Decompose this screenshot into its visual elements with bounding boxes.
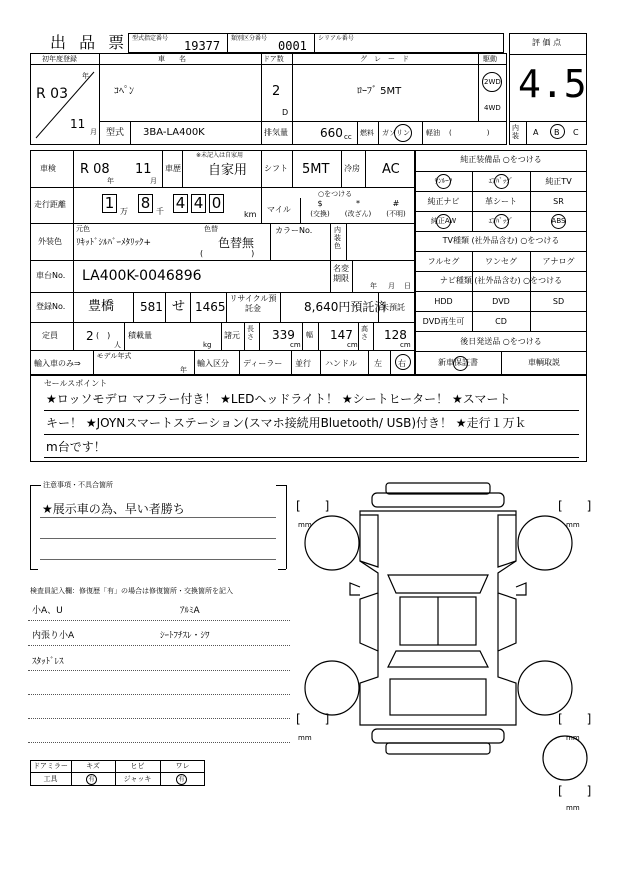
inspector-note-2b: ｼｰﾄﾌﾁｽﾚ・ｼﾜ xyxy=(160,631,210,641)
car-body-diagram xyxy=(290,475,590,795)
category-box: 類別区分番号 0001 xyxy=(227,33,315,53)
mileage-digit-5: 0 xyxy=(209,194,224,213)
shift-value: 5MT xyxy=(302,162,330,177)
first-reg-era: R 03 xyxy=(36,86,68,102)
registration-number: 1465 xyxy=(195,300,226,314)
sales-line-3: m台です！ xyxy=(46,440,106,454)
chassis-number: LA400K-0046896 xyxy=(82,268,202,284)
mileage-digit-2: 8 xyxy=(138,194,153,213)
model-value: 3BA-LA400K xyxy=(143,127,205,138)
fuel-gasoline-circle xyxy=(394,124,412,142)
wheel-rear-right xyxy=(518,661,572,715)
exterior-color-value: ﾘｷｯﾄﾞｼﾙﾊﾞｰﾒﾀﾘｯｸ+ xyxy=(76,238,152,248)
shaken-era: R 08 xyxy=(80,162,110,177)
bracket-rear-left: [ ] xyxy=(296,712,330,726)
shaken-month: 11 xyxy=(135,162,152,177)
bracket-front-right: [ ] xyxy=(558,499,592,513)
inspector-note-3a: ｽﾀｯﾄﾞﾚｽ xyxy=(32,657,64,667)
sales-line-2: キー！ ★JOYNスマートステーション(スマホ接続用Bluetooth/ USB)付き！ ★走行１万ｋ xyxy=(46,416,527,430)
car-name: ｺﾍﾟﾝ xyxy=(114,86,134,97)
registration-class: 581 xyxy=(140,300,163,314)
serial-box: シリアル番号 xyxy=(314,33,504,53)
registration-place: 豊橋 xyxy=(88,299,115,314)
type-designation-box: 型式指定番号 19377 xyxy=(128,33,228,53)
wheel-front-right xyxy=(518,516,572,570)
doors-value: 2 xyxy=(272,84,281,99)
grade-value: ﾛｰﾌﾞ 5MT xyxy=(357,86,402,97)
mileage-digit-4: 4 xyxy=(191,194,206,213)
length-value: 339 xyxy=(272,328,295,342)
bracket-front-left: [ ] xyxy=(296,499,330,513)
score-value: 4.5 xyxy=(518,62,587,106)
bracket-rear-right: [ ] xyxy=(558,712,592,726)
capacity-value: 2 xyxy=(86,329,94,343)
bracket-spare: [ ] xyxy=(558,784,592,798)
form-title: 出 品 票 xyxy=(50,33,129,52)
type-designation-value: 19377 xyxy=(184,39,221,53)
first-reg-month: 11 xyxy=(70,117,86,131)
mileage-digit-1: 1 xyxy=(102,194,117,213)
width-value: 147 xyxy=(330,328,353,342)
fuel-gasoline: ガソリン xyxy=(382,129,410,137)
spare-wheel xyxy=(543,736,587,780)
sales-line-1: ★ロッソモデロ マフラー付き！ ★LEDヘッドライト！ ★シートヒーター！ ★スマート xyxy=(46,392,511,406)
inspector-note-1b: ｱﾙﾐA xyxy=(180,606,200,616)
inspector-note-1a: 小A、U xyxy=(32,606,63,616)
mileage-digit-3: 4 xyxy=(173,194,188,213)
notes-line-1: ★展示車の為、早い者勝ち xyxy=(42,502,185,516)
registration-kana: せ xyxy=(172,299,186,314)
ac-value: AC xyxy=(382,162,400,177)
height-value: 128 xyxy=(384,328,407,342)
wheel-front-left xyxy=(305,516,359,570)
recycle-value: 8,640円預託済 xyxy=(304,300,387,314)
displacement-value: 660 xyxy=(320,126,343,140)
wheel-rear-left xyxy=(305,661,359,715)
history-value: 自家用 xyxy=(208,163,248,178)
category-value: 0001 xyxy=(278,39,307,53)
repaint-value: 色替無 xyxy=(218,236,255,250)
inspector-label: 検査員記入欄：修復歴「有」の場合は修復箇所・交換箇所を記入 xyxy=(30,587,233,595)
inspector-note-2a: 内張り小A xyxy=(32,631,75,641)
first-reg-slash xyxy=(32,68,98,140)
